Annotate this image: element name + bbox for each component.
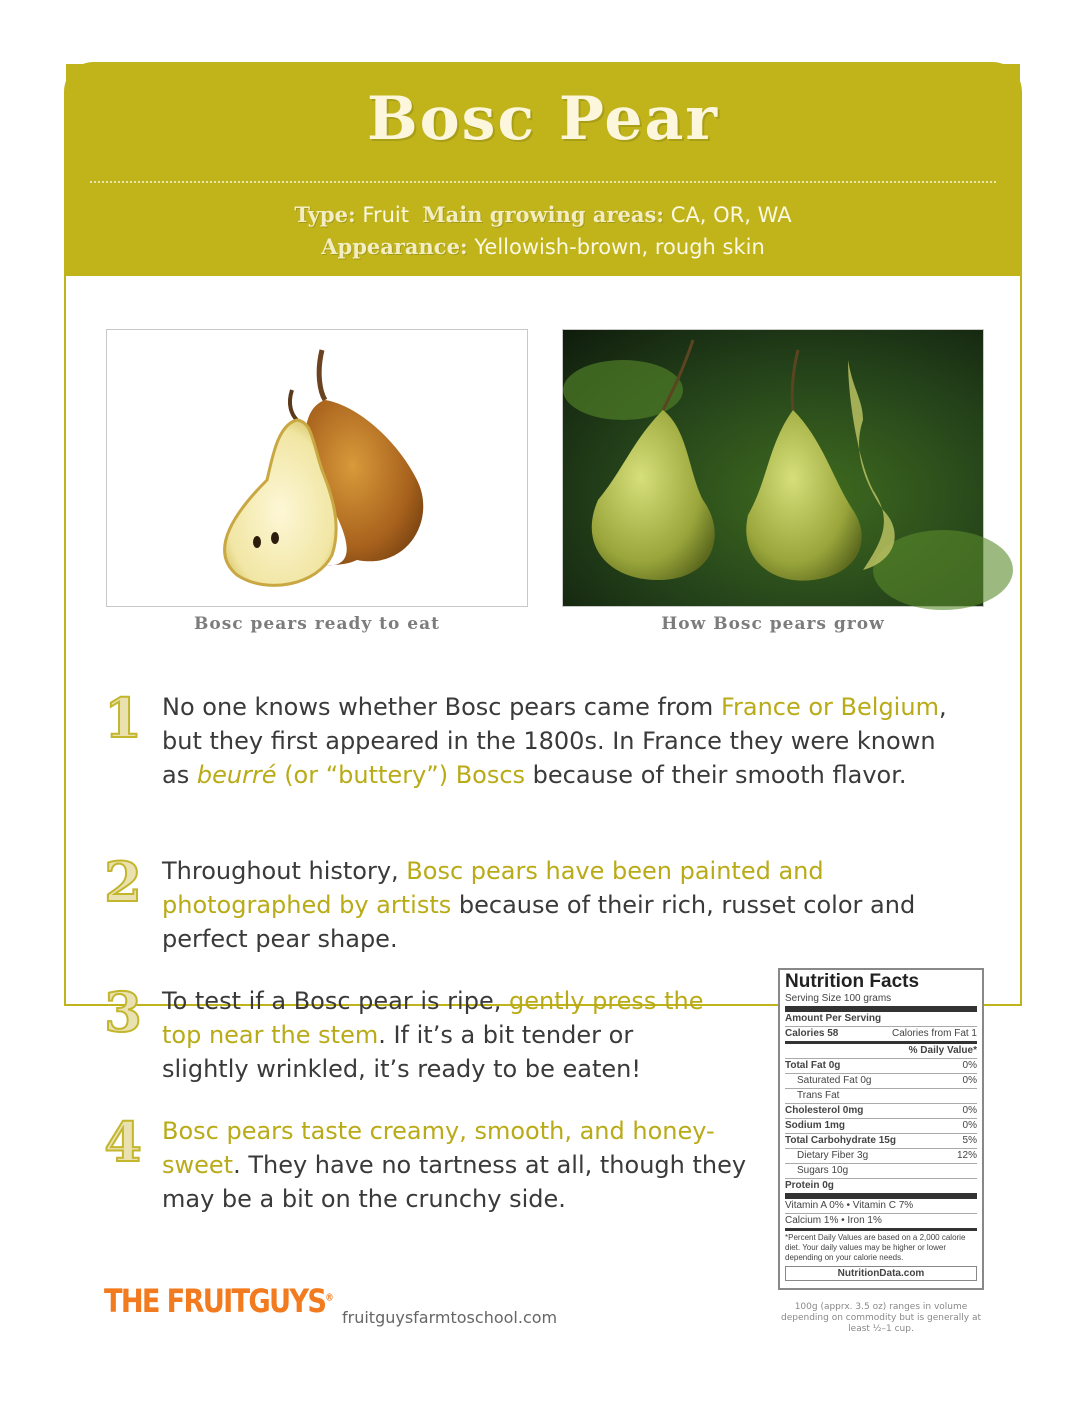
- nutrition-title: Nutrition Facts: [785, 971, 920, 992]
- fact-text: Bosc pears taste creamy, smooth, and honey-sweet. They have no tartness at all, though they may be a bit on the crunchy side.: [162, 1117, 747, 1213]
- meta-line-2: [66, 234, 1020, 259]
- nutrient-row: Saturated Fat 0g 0%: [785, 1074, 977, 1089]
- page-title: Bosc Pear: [366, 84, 720, 154]
- areas-label: Main growing areas:: [422, 202, 665, 227]
- fact-number: 3: [104, 980, 142, 1044]
- fact-number: 1: [104, 686, 142, 750]
- daily-value-header: % Daily Value*: [785, 1044, 977, 1059]
- nutrient-row: Total Carbohydrate 15g 5%: [785, 1134, 977, 1149]
- nutrition-note: 100g (apprx. 3.5 oz) ranges in volume depending on commodity but is generally at least ½–1 cup.: [781, 1302, 981, 1334]
- header-band: [66, 64, 1020, 276]
- website-url[interactable]: fruitguysfarmtoschool.com: [342, 1308, 558, 1327]
- fact-number: 4: [104, 1110, 142, 1174]
- type-label: Type:: [294, 202, 356, 227]
- nutrient-row: Total Fat 0g 0%: [785, 1059, 977, 1074]
- fact-3: [98, 980, 718, 1094]
- nutrition-footnote: *Percent Daily Values are based on a 2,000 calorie diet. Your daily values may be higher or lower depending on your calorie needs.: [785, 1233, 966, 1262]
- nutrition-facts-label: [778, 968, 984, 1290]
- nutrient-row: Cholesterol 0mg 0%: [785, 1104, 977, 1119]
- fact-text: No one knows whether Bosc pears came from France or Belgium, but they first appeared in the 1800s. In France they were known as beurré (or “buttery”) Boscs because of their smooth flavor.: [162, 693, 947, 789]
- appearance-label: Appearance:: [321, 234, 468, 259]
- vitamin-row: Vitamin A 0% • Vitamin C 7%: [785, 1199, 977, 1214]
- fruitguys-logo: THE FRUITGUYS®: [104, 1282, 333, 1320]
- areas-value: CA, OR, WA: [670, 203, 792, 227]
- fact-text: Throughout history, Bosc pears have been painted and photographed by artists because of their rich, russet color and perfect pear shape.: [162, 857, 916, 953]
- type-value: Fruit: [362, 203, 409, 227]
- fact-1: [98, 686, 958, 830]
- fact-text: To test if a Bosc pear is ripe, gently press the top near the stem. If it’s a bit tender or slightly wrinkled, it’s ready to be eaten!: [162, 987, 704, 1083]
- nutrient-row: Trans Fat: [785, 1089, 977, 1104]
- pear-tree-image: [563, 330, 983, 606]
- nutrition-source: NutritionData.com: [785, 1266, 977, 1281]
- nutrient-row: Dietary Fiber 3g 12%: [785, 1149, 977, 1164]
- divider: [90, 181, 996, 183]
- nutrient-row: Sugars 10g: [785, 1164, 977, 1179]
- fact-2: [98, 850, 978, 964]
- fact-number: 2: [104, 850, 142, 914]
- amount-per-serving: Amount Per Serving: [785, 1012, 977, 1027]
- pear-cut-image: [107, 330, 527, 606]
- fact-4: [98, 1110, 758, 1224]
- nutrient-row: Sodium 1mg 0%: [785, 1119, 977, 1134]
- pear-photo-tree: [562, 329, 984, 607]
- appearance-value: Yellowish-brown, rough skin: [474, 235, 765, 259]
- calories-row: Calories 58 Calories from Fat 1: [785, 1027, 977, 1044]
- caption-grow: How Bosc pears grow: [661, 614, 885, 634]
- fact-card: [64, 62, 1022, 1279]
- serving-size: Serving Size 100 grams: [785, 992, 977, 1012]
- mineral-row: Calcium 1% • Iron 1%: [785, 1214, 977, 1231]
- caption-ready: Bosc pears ready to eat: [194, 614, 440, 634]
- pear-photo-ready: [106, 329, 528, 607]
- nutrient-row: Protein 0g: [785, 1179, 977, 1199]
- meta-line-1: [66, 202, 1020, 227]
